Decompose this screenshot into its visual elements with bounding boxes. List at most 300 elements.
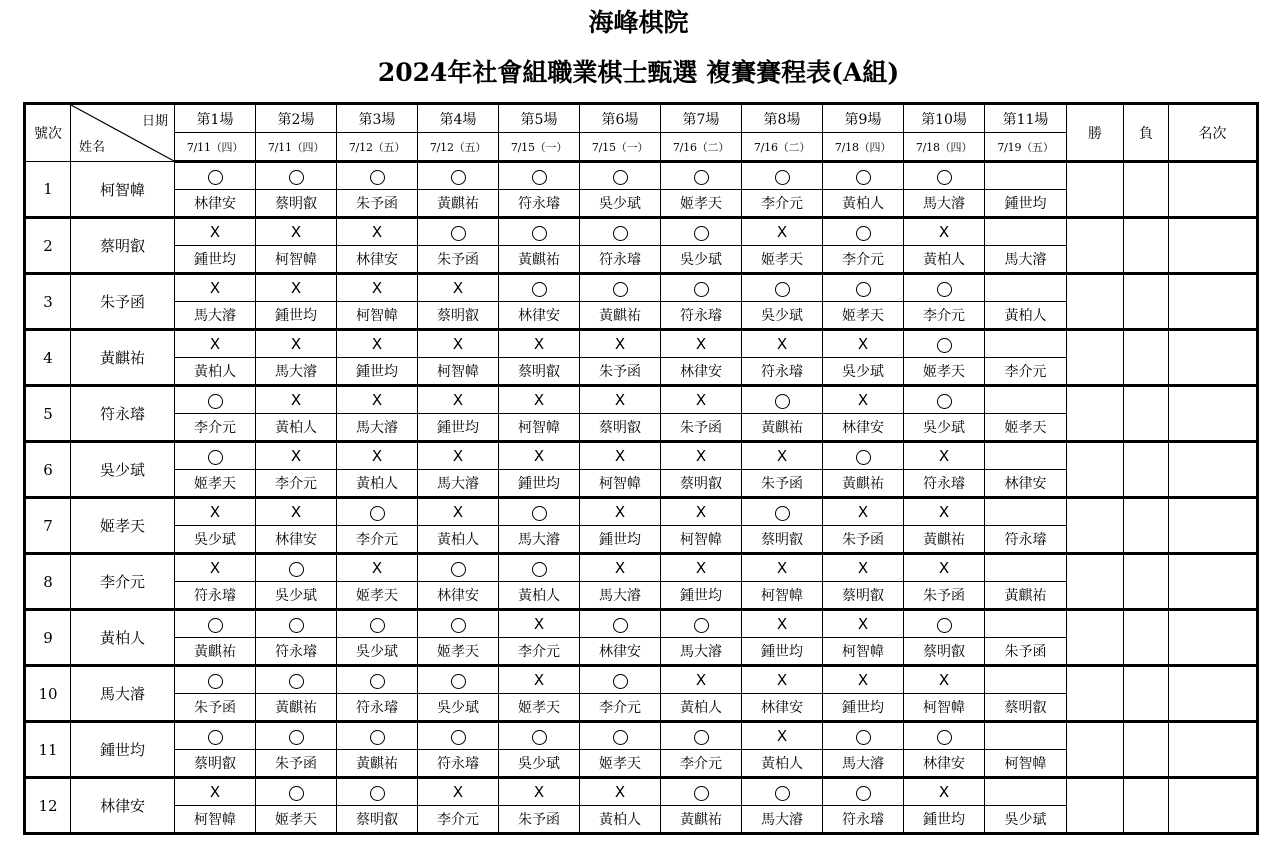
loss-cross-mark: X (857, 503, 869, 521)
loss-cross-mark: X (614, 559, 626, 577)
rank-cell (1169, 666, 1258, 722)
opponent-name: 李介元 (499, 638, 580, 666)
opponent-name: 符永璿 (175, 582, 256, 610)
result-win (175, 386, 256, 414)
result-win (580, 666, 661, 694)
win-circle-icon (937, 170, 952, 185)
round-header-1: 第1場 (175, 104, 256, 133)
result-loss (337, 386, 418, 414)
opponent-name: 姬孝天 (499, 694, 580, 722)
result-loss (337, 274, 418, 302)
loss-cell (1124, 554, 1169, 610)
loss-cross-mark: X (614, 391, 626, 409)
opponent-name: 馬大濬 (661, 638, 742, 666)
result-empty (985, 218, 1067, 246)
round-date-1: 7/11（四） (175, 133, 256, 162)
round-header-6: 第6場 (580, 104, 661, 133)
win-circle-icon (532, 506, 547, 521)
player-result-row (25, 442, 1258, 470)
player-result-row (25, 162, 1258, 190)
opponent-name: 黃柏人 (823, 190, 904, 218)
opponent-name: 鍾世均 (337, 358, 418, 386)
opponent-name: 鍾世均 (742, 638, 823, 666)
win-circle-icon (208, 450, 223, 465)
player-name: 李介元 (71, 554, 175, 610)
player-number: 7 (25, 498, 71, 554)
result-empty (985, 498, 1067, 526)
win-circle-icon (289, 786, 304, 801)
round-date-8: 7/16（二） (742, 133, 823, 162)
opponent-name: 柯智幃 (499, 414, 580, 442)
result-loss (418, 386, 499, 414)
result-loss (256, 218, 337, 246)
loss-cross-mark: X (209, 783, 221, 801)
win-cell (1067, 610, 1124, 666)
opponent-name: 馬大濬 (418, 470, 499, 498)
opponent-name: 朱予函 (904, 582, 985, 610)
result-win (742, 498, 823, 526)
opponent-name: 蔡明叡 (742, 526, 823, 554)
opponent-name: 馬大濬 (499, 526, 580, 554)
result-win (418, 722, 499, 750)
opponent-name: 姬孝天 (985, 414, 1067, 442)
win-cell (1067, 330, 1124, 386)
win-cell (1067, 218, 1124, 274)
loss-cell (1124, 162, 1169, 218)
opponent-name: 馬大濬 (337, 414, 418, 442)
loss-cross-mark: X (776, 615, 788, 633)
page-title: 海峰棋院 (588, 8, 689, 37)
result-loss (256, 498, 337, 526)
result-loss (418, 498, 499, 526)
result-win (823, 778, 904, 806)
loss-cross-mark: X (371, 279, 383, 297)
win-cell (1067, 554, 1124, 610)
round-date-6: 7/15（一） (580, 133, 661, 162)
result-empty (985, 610, 1067, 638)
loss-cell (1124, 722, 1169, 778)
loss-cross-mark: X (209, 335, 221, 353)
round-date-7: 7/16（二） (661, 133, 742, 162)
result-loss (742, 330, 823, 358)
result-loss (742, 722, 823, 750)
rank-cell (1169, 498, 1258, 554)
opponent-name: 林律安 (337, 246, 418, 274)
win-cell (1067, 442, 1124, 498)
result-loss (175, 554, 256, 582)
loss-cross-mark: X (209, 559, 221, 577)
round-header-4: 第4場 (418, 104, 499, 133)
opponent-name: 馬大濬 (742, 806, 823, 834)
loss-cross-mark: X (776, 671, 788, 689)
opponent-name: 李介元 (742, 190, 823, 218)
opponent-name: 柯智幃 (175, 806, 256, 834)
result-win (499, 722, 580, 750)
result-win (580, 218, 661, 246)
opponent-name: 朱予函 (499, 806, 580, 834)
opponent-name: 吳少珷 (337, 638, 418, 666)
result-loss (499, 666, 580, 694)
opponent-name: 吳少珷 (742, 302, 823, 330)
result-win (175, 722, 256, 750)
result-loss (580, 498, 661, 526)
result-loss (580, 442, 661, 470)
col-header-win: 勝 (1067, 104, 1124, 162)
win-circle-icon (613, 170, 628, 185)
opponent-name: 鍾世均 (580, 526, 661, 554)
win-circle-icon (694, 226, 709, 241)
result-win (661, 778, 742, 806)
win-circle-icon (775, 394, 790, 409)
loss-cross-mark: X (938, 783, 950, 801)
opponent-name: 蔡明叡 (175, 750, 256, 778)
loss-cross-mark: X (533, 447, 545, 465)
result-loss (175, 330, 256, 358)
result-win (661, 610, 742, 638)
win-cell (1067, 666, 1124, 722)
loss-cross-mark: X (776, 559, 788, 577)
result-win (256, 162, 337, 190)
result-loss (742, 554, 823, 582)
loss-cross-mark: X (938, 223, 950, 241)
result-loss (904, 218, 985, 246)
loss-cross-mark: X (533, 391, 545, 409)
win-circle-icon (370, 506, 385, 521)
loss-cell (1124, 610, 1169, 666)
win-circle-icon (208, 170, 223, 185)
result-loss (580, 554, 661, 582)
loss-cross-mark: X (614, 503, 626, 521)
result-loss (175, 778, 256, 806)
player-name: 朱予函 (71, 274, 175, 330)
win-circle-icon (532, 170, 547, 185)
opponent-name: 蔡明叡 (661, 470, 742, 498)
player-result-row (25, 274, 1258, 302)
result-loss (337, 554, 418, 582)
loss-cross-mark: X (371, 559, 383, 577)
win-circle-icon (613, 618, 628, 633)
header-row-rounds (25, 104, 1258, 133)
result-win (661, 722, 742, 750)
opponent-name: 黃柏人 (661, 694, 742, 722)
opponent-name: 林律安 (580, 638, 661, 666)
result-win (904, 610, 985, 638)
result-win (175, 666, 256, 694)
opponent-name: 黃麒祐 (499, 246, 580, 274)
opponent-name: 朱予函 (337, 190, 418, 218)
player-number: 10 (25, 666, 71, 722)
opponent-name: 符永璿 (742, 358, 823, 386)
win-circle-icon (208, 674, 223, 689)
loss-cell (1124, 778, 1169, 834)
result-loss (418, 442, 499, 470)
result-win (337, 162, 418, 190)
loss-cross-mark: X (695, 447, 707, 465)
result-loss (580, 330, 661, 358)
win-circle-icon (694, 618, 709, 633)
player-number: 1 (25, 162, 71, 218)
result-win (904, 722, 985, 750)
opponent-name: 柯智幃 (904, 694, 985, 722)
win-circle-icon (370, 618, 385, 633)
player-result-row (25, 610, 1258, 638)
result-loss (823, 498, 904, 526)
opponent-name: 鍾世均 (499, 470, 580, 498)
opponent-name: 吳少珷 (418, 694, 499, 722)
player-number: 4 (25, 330, 71, 386)
result-loss (823, 330, 904, 358)
opponent-name: 馬大濬 (985, 246, 1067, 274)
result-win (499, 162, 580, 190)
opponent-name: 林律安 (985, 470, 1067, 498)
result-win (742, 386, 823, 414)
opponent-name: 朱予函 (661, 414, 742, 442)
opponent-name: 蔡明叡 (499, 358, 580, 386)
loss-cross-mark: X (290, 279, 302, 297)
win-circle-icon (370, 786, 385, 801)
result-win (823, 274, 904, 302)
result-win (418, 610, 499, 638)
result-loss (742, 610, 823, 638)
opponent-name: 柯智幃 (985, 750, 1067, 778)
win-circle-icon (775, 786, 790, 801)
opponent-name: 李介元 (418, 806, 499, 834)
opponent-name: 蔡明叡 (823, 582, 904, 610)
win-circle-icon (451, 730, 466, 745)
result-loss (499, 442, 580, 470)
loss-cross-mark: X (776, 727, 788, 745)
result-loss (661, 554, 742, 582)
opponent-name: 符永璿 (337, 694, 418, 722)
win-circle-icon (613, 730, 628, 745)
loss-cross-mark: X (452, 335, 464, 353)
result-loss (418, 330, 499, 358)
win-circle-icon (856, 450, 871, 465)
opponent-name: 柯智幃 (256, 246, 337, 274)
win-circle-icon (937, 618, 952, 633)
round-header-7: 第7場 (661, 104, 742, 133)
loss-cross-mark: X (290, 447, 302, 465)
result-win (175, 442, 256, 470)
opponent-name: 黃柏人 (904, 246, 985, 274)
loss-cross-mark: X (857, 335, 869, 353)
result-loss (418, 778, 499, 806)
result-win (337, 666, 418, 694)
opponent-name: 黃柏人 (337, 470, 418, 498)
result-win (661, 218, 742, 246)
opponent-name: 鍾世均 (985, 190, 1067, 218)
loss-cross-mark: X (371, 447, 383, 465)
loss-cross-mark: X (209, 223, 221, 241)
result-loss (904, 778, 985, 806)
loss-cross-mark: X (533, 335, 545, 353)
win-circle-icon (289, 730, 304, 745)
opponent-name: 朱予函 (985, 638, 1067, 666)
opponent-name: 朱予函 (580, 358, 661, 386)
opponent-name: 黃麒祐 (904, 526, 985, 554)
opponent-name: 蔡明叡 (904, 638, 985, 666)
rank-cell (1169, 778, 1258, 834)
player-name: 蔡明叡 (71, 218, 175, 274)
win-circle-icon (289, 562, 304, 577)
opponent-name: 姬孝天 (823, 302, 904, 330)
win-cell (1067, 778, 1124, 834)
result-loss (823, 554, 904, 582)
opponent-name: 李介元 (661, 750, 742, 778)
player-result-row (25, 554, 1258, 582)
round-header-11: 第11場 (985, 104, 1067, 133)
opponent-name: 符永璿 (661, 302, 742, 330)
win-circle-icon (208, 730, 223, 745)
opponent-name: 朱予函 (175, 694, 256, 722)
player-number: 8 (25, 554, 71, 610)
result-win (823, 218, 904, 246)
result-loss (499, 610, 580, 638)
loss-cell (1124, 330, 1169, 386)
player-name: 黃柏人 (71, 610, 175, 666)
result-win (337, 722, 418, 750)
opponent-name: 黃麒祐 (985, 582, 1067, 610)
result-win (742, 274, 823, 302)
opponent-name: 馬大濬 (580, 582, 661, 610)
result-win (904, 274, 985, 302)
player-number: 2 (25, 218, 71, 274)
result-win (256, 666, 337, 694)
diag-label-date: 日期 (141, 114, 168, 129)
result-loss (742, 666, 823, 694)
player-name: 姬孝天 (71, 498, 175, 554)
loss-cross-mark: X (857, 671, 869, 689)
opponent-name: 符永璿 (418, 750, 499, 778)
player-number: 12 (25, 778, 71, 834)
rank-cell (1169, 218, 1258, 274)
opponent-name: 符永璿 (985, 526, 1067, 554)
loss-cross-mark: X (695, 335, 707, 353)
result-loss (823, 386, 904, 414)
rank-cell (1169, 722, 1258, 778)
result-empty (985, 386, 1067, 414)
player-name: 林律安 (71, 778, 175, 834)
opponent-name: 李介元 (985, 358, 1067, 386)
player-name: 馬大濬 (71, 666, 175, 722)
loss-cross-mark: X (209, 503, 221, 521)
opponent-name: 姬孝天 (580, 750, 661, 778)
win-cell (1067, 386, 1124, 442)
loss-cross-mark: X (452, 279, 464, 297)
opponent-name: 符永璿 (904, 470, 985, 498)
opponent-name: 朱予函 (256, 750, 337, 778)
loss-cell (1124, 666, 1169, 722)
result-win (580, 274, 661, 302)
opponent-name: 吳少珷 (904, 414, 985, 442)
opponent-name: 姬孝天 (337, 582, 418, 610)
opponent-name: 吳少珷 (985, 806, 1067, 834)
result-loss (661, 386, 742, 414)
opponent-name: 柯智幃 (418, 358, 499, 386)
round-date-3: 7/12（五） (337, 133, 418, 162)
result-loss (499, 386, 580, 414)
result-empty (985, 666, 1067, 694)
win-circle-icon (451, 618, 466, 633)
win-cell (1067, 722, 1124, 778)
result-win (661, 274, 742, 302)
player-result-row (25, 218, 1258, 246)
round-date-11: 7/19（五） (985, 133, 1067, 162)
opponent-name: 吳少珷 (580, 190, 661, 218)
player-result-row (25, 498, 1258, 526)
opponent-name: 姬孝天 (742, 246, 823, 274)
opponent-name: 李介元 (175, 414, 256, 442)
result-loss (256, 442, 337, 470)
win-circle-icon (856, 170, 871, 185)
win-circle-icon (856, 786, 871, 801)
loss-cross-mark: X (776, 447, 788, 465)
round-header-9: 第9場 (823, 104, 904, 133)
result-loss (499, 778, 580, 806)
opponent-name: 姬孝天 (418, 638, 499, 666)
player-number: 11 (25, 722, 71, 778)
opponent-name: 黃柏人 (499, 582, 580, 610)
opponent-name: 李介元 (904, 302, 985, 330)
result-loss (904, 442, 985, 470)
win-circle-icon (289, 674, 304, 689)
player-number: 6 (25, 442, 71, 498)
loss-cross-mark: X (938, 671, 950, 689)
opponent-name: 蔡明叡 (580, 414, 661, 442)
opponent-name: 柯智幃 (580, 470, 661, 498)
opponent-name: 林律安 (823, 414, 904, 442)
player-name: 柯智幃 (71, 162, 175, 218)
opponent-name: 鍾世均 (175, 246, 256, 274)
win-circle-icon (532, 282, 547, 297)
player-result-row (25, 330, 1258, 358)
result-win (256, 610, 337, 638)
player-number: 9 (25, 610, 71, 666)
opponent-name: 李介元 (580, 694, 661, 722)
loss-cross-mark: X (695, 503, 707, 521)
opponent-name: 林律安 (904, 750, 985, 778)
win-circle-icon (208, 394, 223, 409)
loss-cross-mark: X (452, 503, 464, 521)
result-win (742, 778, 823, 806)
opponent-name: 黃麒祐 (742, 414, 823, 442)
win-circle-icon (451, 562, 466, 577)
result-loss (904, 554, 985, 582)
opponent-name: 姬孝天 (661, 190, 742, 218)
win-circle-icon (532, 562, 547, 577)
result-loss (337, 442, 418, 470)
page-subtitle: 2024年社會組職業棋士甄選 複賽賽程表(A組) (377, 58, 900, 87)
opponent-name: 蔡明叡 (256, 190, 337, 218)
player-result-row (25, 386, 1258, 414)
result-win (823, 442, 904, 470)
result-win (418, 666, 499, 694)
opponent-name: 黃柏人 (175, 358, 256, 386)
win-circle-icon (451, 226, 466, 241)
win-circle-icon (937, 338, 952, 353)
result-win (580, 610, 661, 638)
result-win (256, 778, 337, 806)
diag-label-name: 姓名 (79, 140, 106, 155)
opponent-name: 黃柏人 (256, 414, 337, 442)
result-empty (985, 162, 1067, 190)
win-cell (1067, 162, 1124, 218)
loss-cell (1124, 218, 1169, 274)
result-win (742, 162, 823, 190)
result-empty (985, 554, 1067, 582)
win-circle-icon (694, 170, 709, 185)
opponent-name: 吳少珷 (823, 358, 904, 386)
